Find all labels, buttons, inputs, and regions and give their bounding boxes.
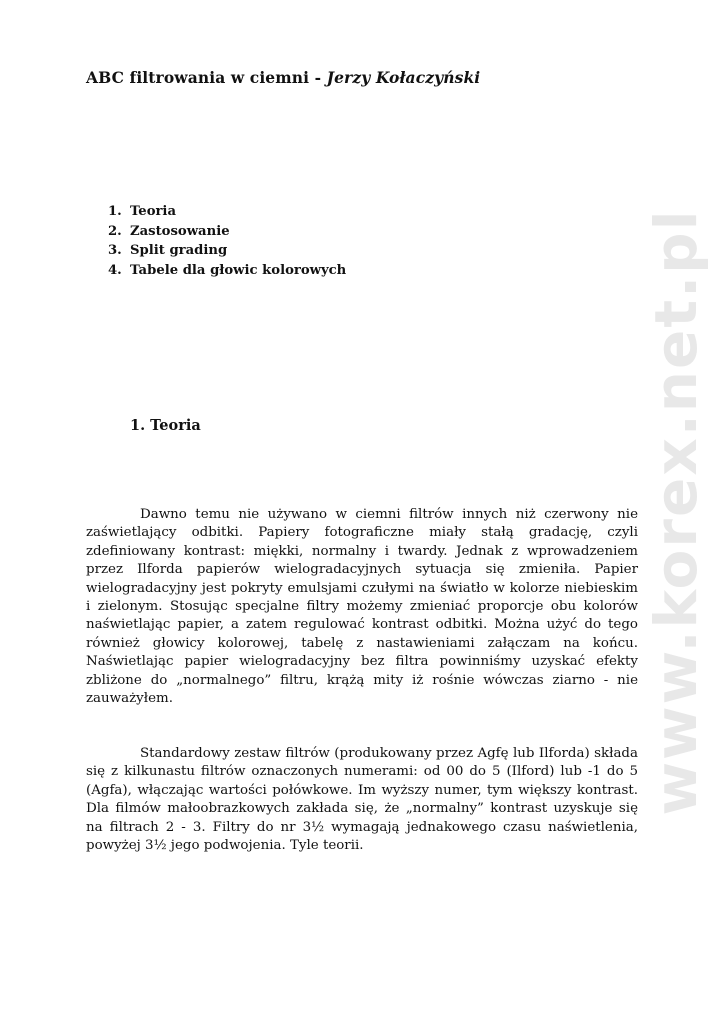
toc-number: 1. [108, 204, 122, 219]
toc-number: 4. [108, 262, 122, 278]
toc-item-teoria [108, 202, 346, 222]
toc-item-split-grading [108, 241, 346, 261]
table-of-contents [108, 202, 346, 280]
toc-item-tabele [108, 261, 346, 281]
document-title [86, 68, 480, 87]
section-heading: 1. Teoria [130, 417, 201, 434]
author-name: Jerzy Kołaczyński [326, 68, 481, 87]
title-text: ABC filtrowania w ciemni - [86, 68, 327, 87]
watermark-text: www.korex.net.pl [642, 208, 710, 816]
toc-label: Tabele dla głowic kolorowych [130, 262, 347, 278]
toc-item-zastosowanie [108, 222, 346, 242]
body-paragraph: Dawno temu nie używano w ciemni filtrów innych niż czerwony nie zaświetlający odbitki. Papiery fotograficzne miały stałą gradację, czyli zdefiniowany kontrast: miękki, normalny i twardy. Jednak z wprowadzeniem przez Ilforda papierów wielogradacyjnych sytuacja się zmieniła. Papier wielogradacyjny jest pokryty emulsjami czułymi na światło w kolorze niebieskim i zielonym. Stosując specjalne filtry możemy zmieniać proporcje obu kolorów naświetlając papier, a zatem regulować kontrast odbitki. Można użyć do tego również głowicy kolorowej, tabelę z nastawieniami załączam na końcu. Naświetlając papier wielogradacyjny bez filtra powinniśmy uzyskać efekty zbliżone do „normalnego” filtru, krążą mity iż rośnie wówczas ziarno - nie zauważyłem. [86, 507, 638, 707]
body-paragraph: Standardowy zestaw filtrów (produkowany przez Agfę lub Ilforda) składa się z kilkunastu filtrów oznaczonych numerami: od 00 do 5 (Ilford) lub -1 do 5 (Agfa), włączając wartości połówkowe. Im wyższy numer, tym większy kontrast. Dla filmów małoobrazkowych zakłada się, że „normalny” kontrast uzyskuje się na filtrach 2 - 3. Filtry do nr 3½ wymagają jednakowego czasu naświetlenia, powyżej 3½ jego podwojenia. Tyle teorii. [86, 746, 638, 854]
toc-label: Split grading [130, 243, 228, 258]
toc-label: Teoria [130, 204, 176, 219]
toc-number: 3. [108, 243, 122, 258]
toc-label: Zastosowanie [130, 223, 230, 239]
toc-number: 2. [108, 223, 122, 239]
